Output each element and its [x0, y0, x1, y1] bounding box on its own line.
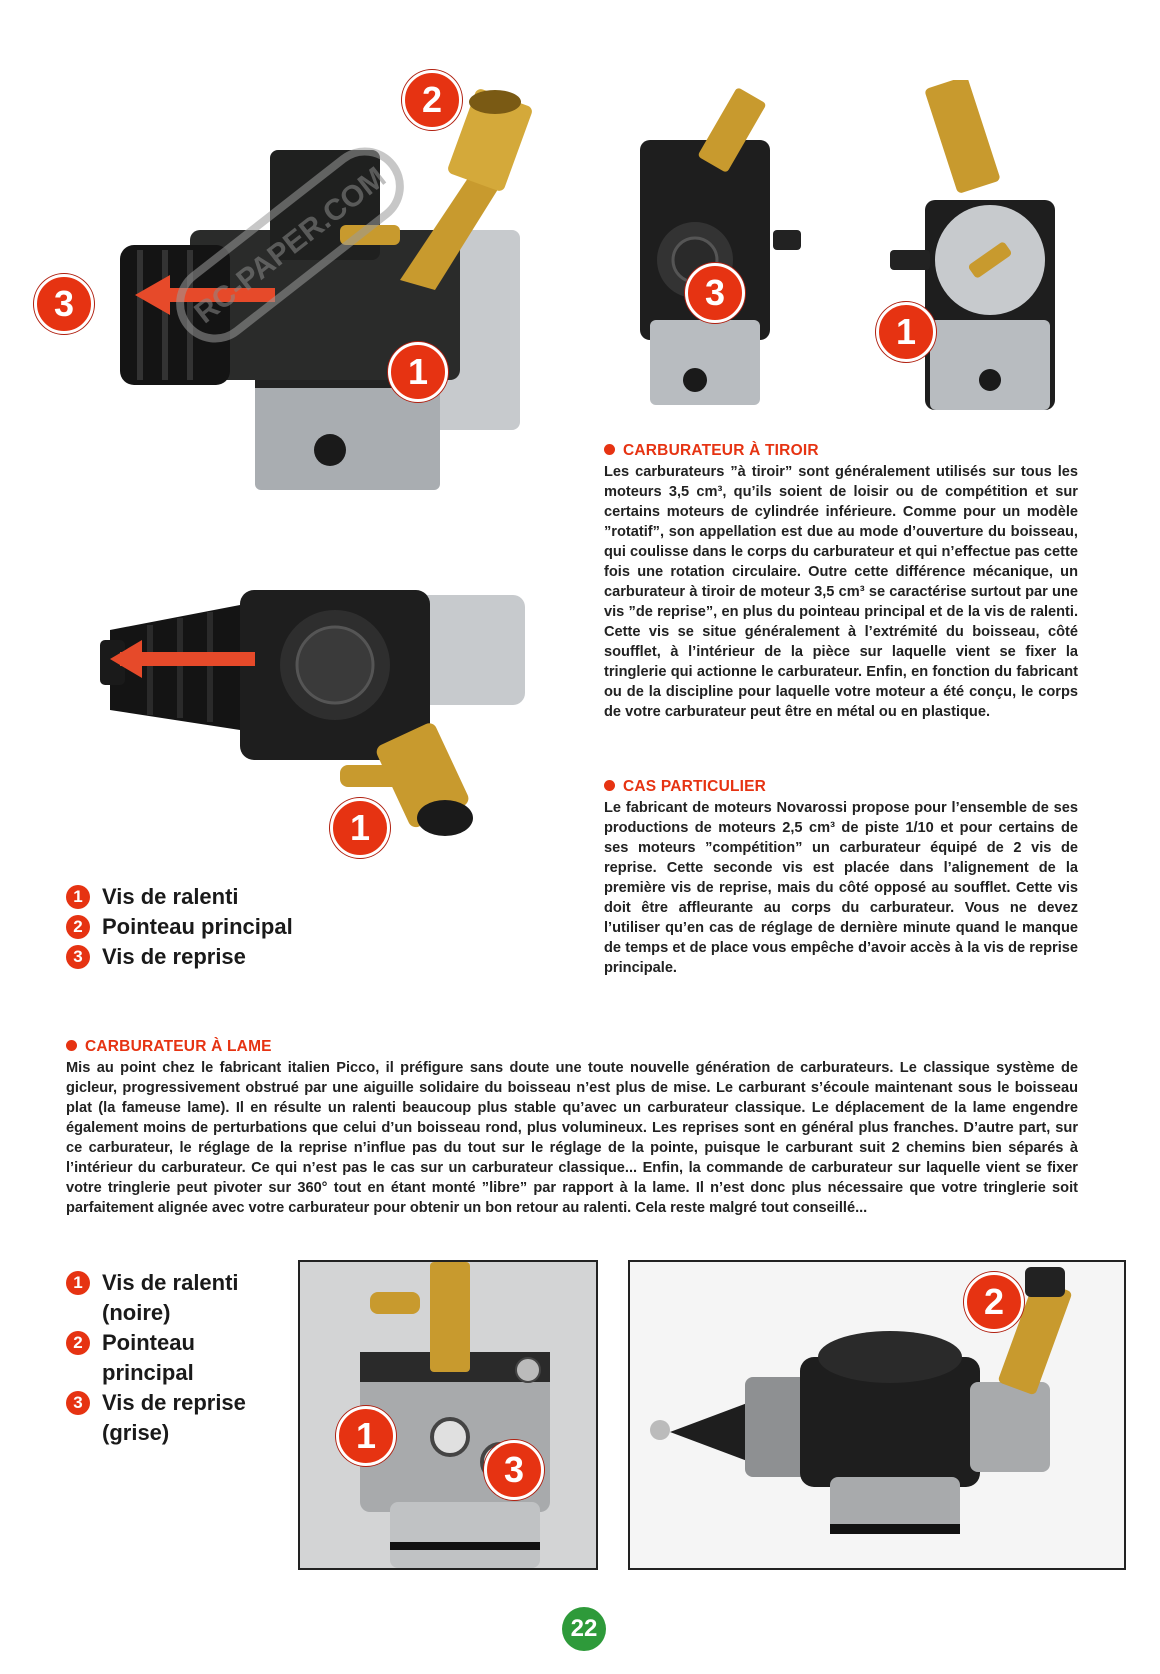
legend-bottom — [66, 1268, 286, 1448]
section-title — [604, 442, 1078, 460]
legend-label: Vis de reprise (grise) — [102, 1390, 246, 1445]
photo-carburetor-slide — [90, 580, 550, 860]
legend-top — [66, 882, 293, 972]
badge-1: 1 — [388, 342, 448, 402]
page-number: 22 — [562, 1607, 606, 1651]
legend-item — [66, 942, 293, 972]
lame-overview-illustration — [630, 1262, 1124, 1568]
section-body: Le fabricant de moteurs Novarossi propose pour l’ensemble de ses productions de moteurs 2,5 cm³ de piste 1/10 et pour certains de ses moteurs ”compétition” un carburateur équipé de 2 vis de reprise. Cette seconde vis est placée dans l’alignement de la première vis de reprise, mais du côté opposé au soufflet. Cette vis doit être affleurante au corps du carburateur. Vous ne devez l’utiliser qu’en cas de réglage de dernière minute quand le manque de temps et de place vous empêche d’avoir accès à la vis de reprise principale. — [604, 800, 1078, 976]
watermark-stamp — [150, 95, 430, 395]
legend-item — [66, 912, 293, 942]
legend-item — [66, 882, 293, 912]
badge-3: 3 — [34, 274, 94, 334]
legend-number: 2 — [66, 915, 90, 939]
badge-1: 1 — [876, 302, 936, 362]
photo-lame-carburetor-closeup — [298, 1260, 598, 1570]
section-body: Mis au point chez le fabricant italien Picco, il préfigure sans doute une toute nouvelle génération de carburateurs. Le classique système de gicleur, progressivement obstrué par une aiguille solidaire du boisseau n’est plus de mise. Le carburant s’écoule maintenant sous le boisseau plat (la fameuse lame). Il en résulte un ralenti beaucoup plus stable qu’avec un carburateur classique. Le déplacement de la lame engendre également moins de perturbations que celui d’un boisseau rond, plus volumineux. Les reprises sont en général plus franches. D’autre part, sur ce carburateur, le réglage de la reprise n’influe pas du tout sur le réglage de la pointe, puisque le carburant suit 2 chemins bien séparés à l’intérieur du carburateur. Ce qui n’est pas le cas sur un carburateur classique... Enfin, la commande de carburateur sur laquelle vient se fixer votre tringlerie peut pivoter sur 360° tout en étant monté ”libre” par rapport à la lame. Il n’est donc plus nécessaire que votre tringlerie soit parfaitement alignée avec votre carburateur pour obtenir un bon retour au ralenti. Cela reste malgré tout conseillé... — [66, 1060, 1078, 1216]
bullet-dot — [66, 1040, 77, 1051]
legend-item — [66, 1328, 286, 1388]
section-cas-particulier — [604, 778, 1078, 978]
section-title — [604, 778, 1078, 796]
badge-1: 1 — [330, 798, 390, 858]
photo-carburetor-front — [625, 80, 805, 410]
legend-label: Vis de ralenti (noire) — [102, 1270, 239, 1325]
badge-3: 3 — [484, 1440, 544, 1500]
legend-label: Vis de ralenti — [102, 884, 239, 909]
legend-number: 1 — [66, 885, 90, 909]
legend-number: 3 — [66, 945, 90, 969]
bullet-dot — [604, 780, 615, 791]
badge-2: 2 — [402, 70, 462, 130]
section-title-text: CARBURATEUR À TIROIR — [623, 442, 819, 459]
legend-item — [66, 1268, 286, 1328]
legend-label: Vis de reprise — [102, 944, 246, 969]
legend-item — [66, 1388, 286, 1448]
badge-3: 3 — [685, 263, 745, 323]
bullet-dot — [604, 444, 615, 455]
section-carburateur-tiroir — [604, 442, 1078, 722]
carburetor-front-illustration — [625, 80, 805, 410]
carburetor-slide-illustration — [90, 580, 550, 860]
photo-carburetor-rear — [870, 80, 1070, 410]
legend-number: 1 — [66, 1271, 90, 1295]
legend-label: Pointeau principal — [102, 914, 293, 939]
watermark-text: RC-PAPER.COM — [188, 160, 393, 331]
badge-1: 1 — [336, 1406, 396, 1466]
section-body: Les carburateurs ”à tiroir” sont généralement utilisés sur tous les moteurs 3,5 cm³, qu’ils soient de loisir ou de compétition et sur certains moteurs de cylindrée inférieure. Comme pour un modèle ”rotatif”, son appellation est due au mode d’ouverture du boisseau, qui coulisse dans le corps du carburateur et qui n’effectue pas cette fois une rotation circulaire. Outre cette différence mécanique, un carburateur à tiroir de moteur 3,5 cm³ se caractérise surtout par une vis ”de reprise”, en plus du pointeau principal et de la vis de ralenti. Cette vis se situe généralement à l’extrémité du boisseau, côté soufflet, à l’intérieur de la pièce sur laquelle vient se fixer la tringlerie qui actionne le carburateur. Enfin, en fonction du fabricant ou de la discipline pour laquelle votre moteur a été conçu, le corps de votre carburateur peut être en métal ou en plastique. — [604, 464, 1078, 720]
section-title-text: CAS PARTICULIER — [623, 778, 767, 795]
legend-label: Pointeau principal — [102, 1330, 195, 1385]
section-carburateur-lame — [66, 1038, 1078, 1218]
section-title — [66, 1038, 1078, 1056]
legend-number: 3 — [66, 1391, 90, 1415]
section-title-text: CARBURATEUR À LAME — [85, 1038, 272, 1055]
badge-2: 2 — [964, 1272, 1024, 1332]
photo-lame-carburetor-overview — [628, 1260, 1126, 1570]
legend-number: 2 — [66, 1331, 90, 1355]
